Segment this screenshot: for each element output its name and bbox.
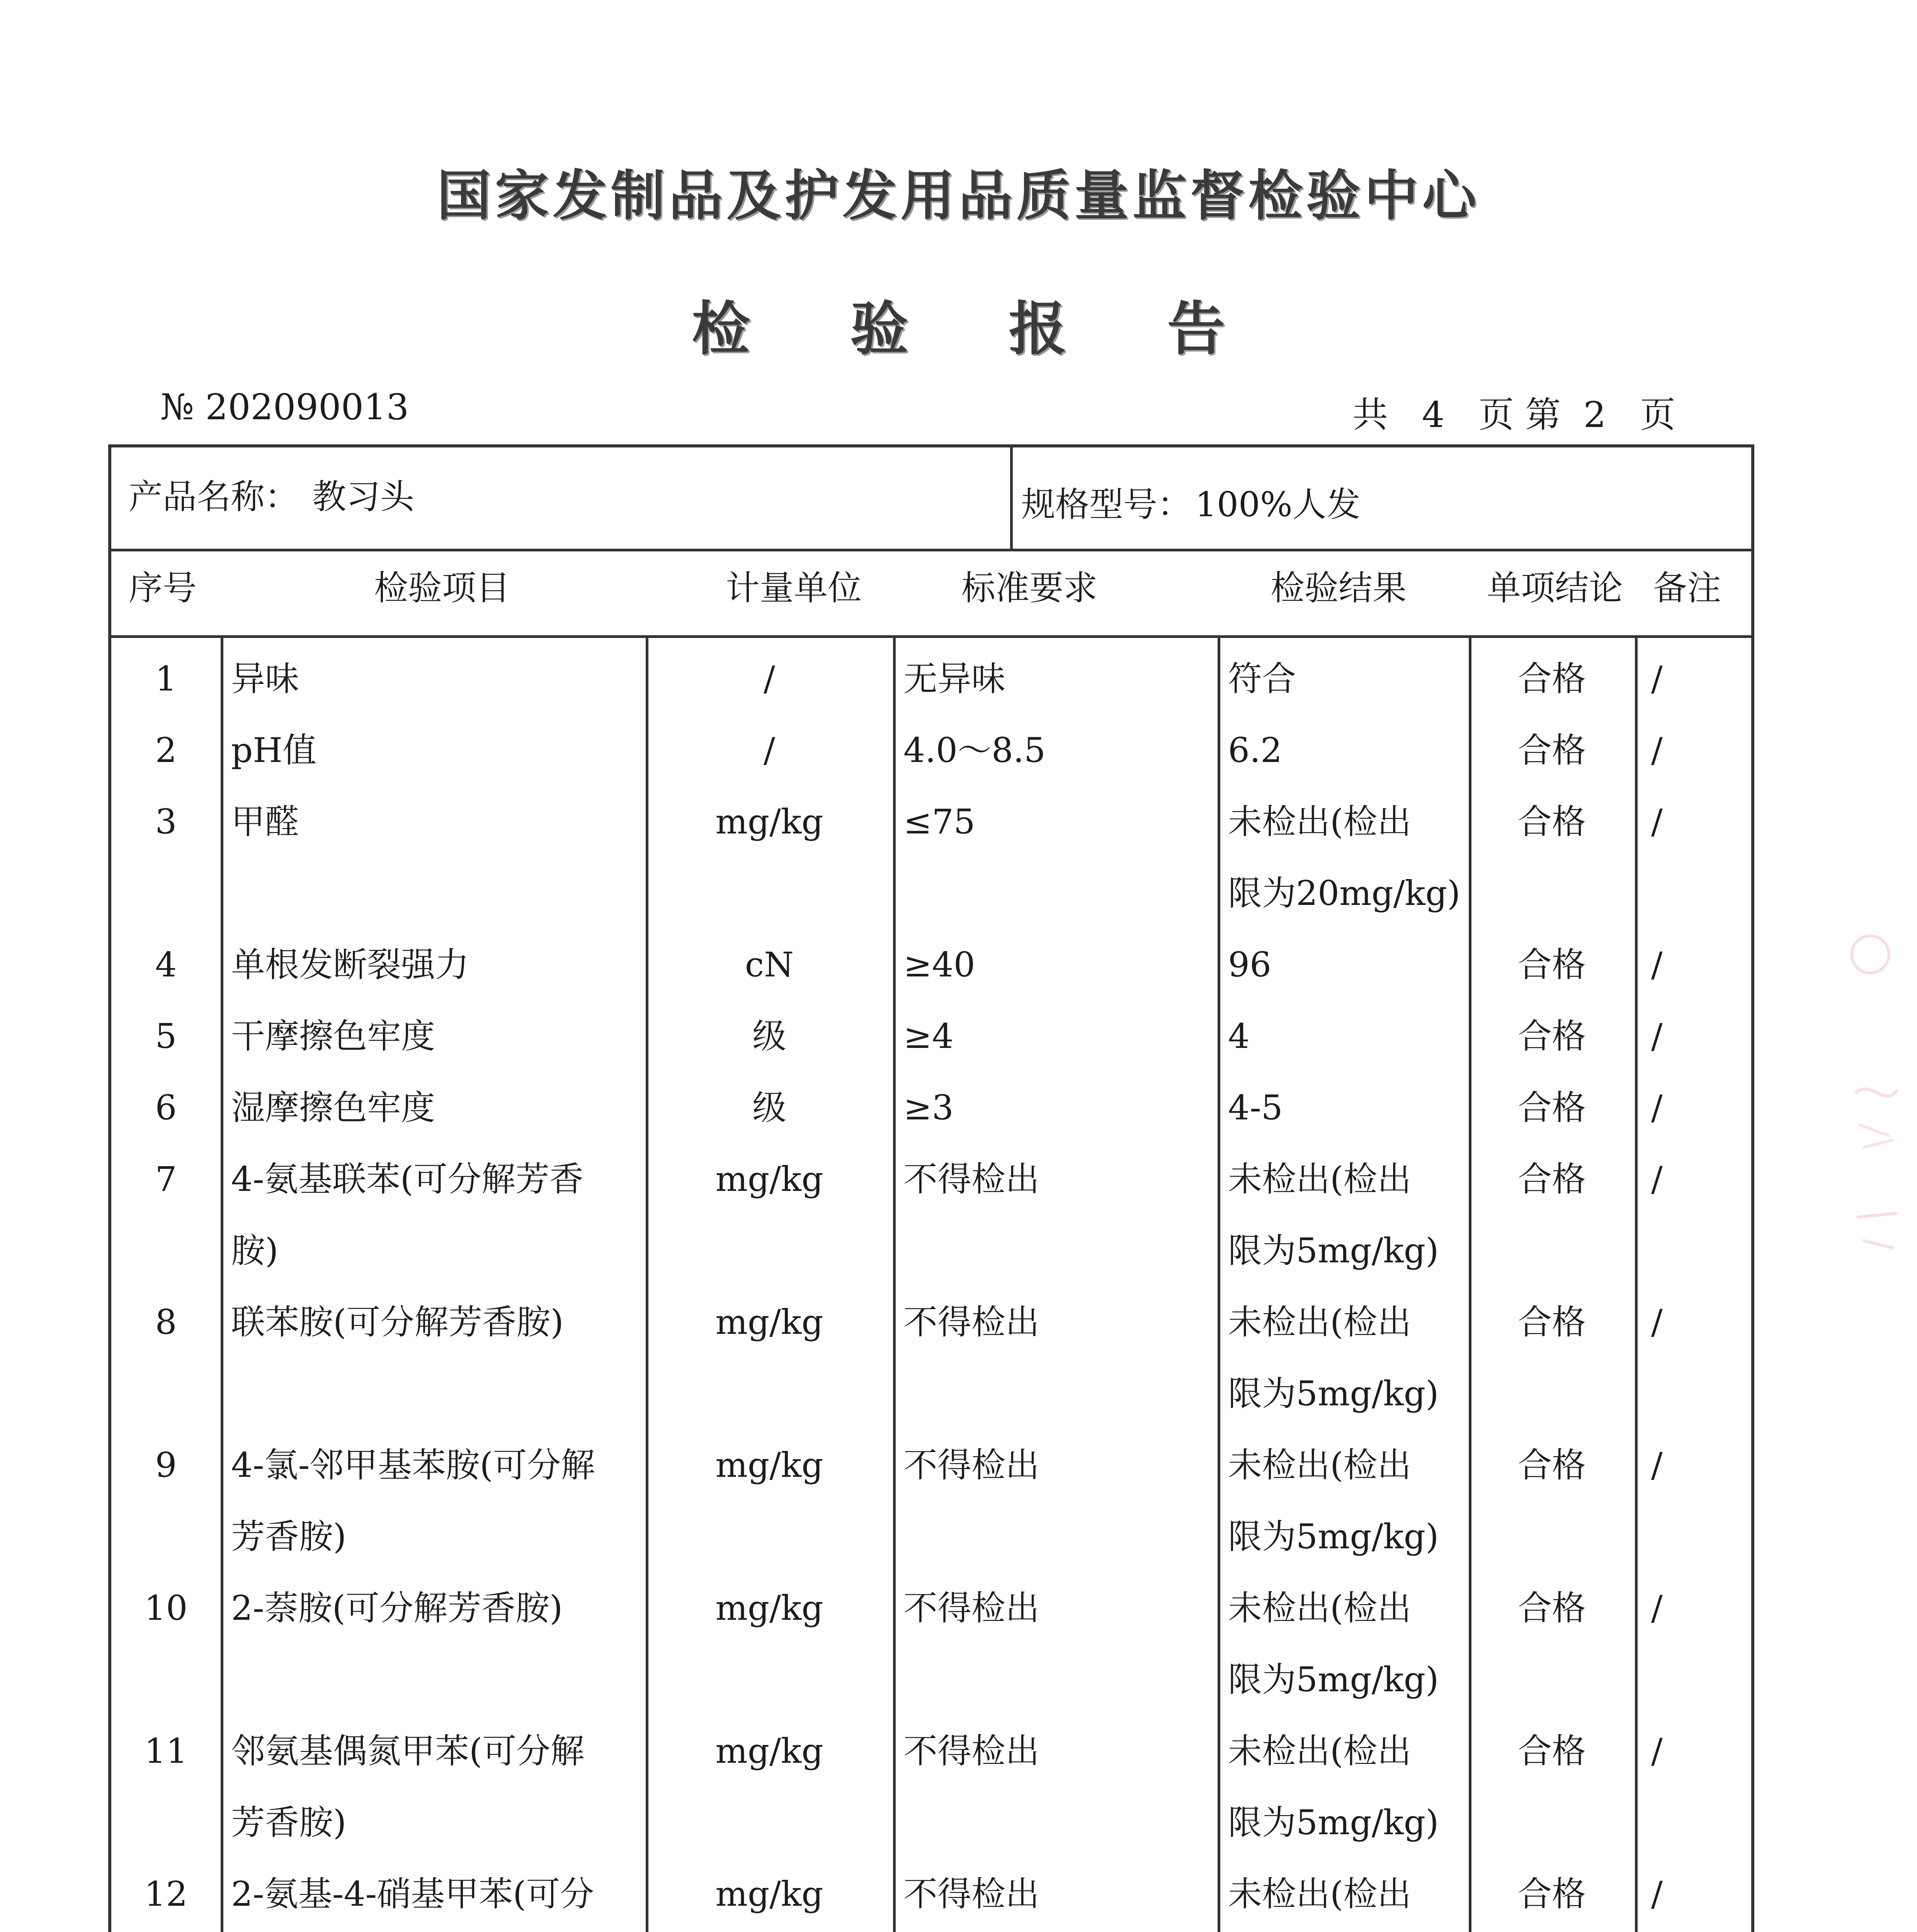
row-result: 限为5mg/kg): [1228, 1660, 1439, 1699]
row-number: 3: [155, 802, 177, 842]
row-note: /: [1651, 730, 1663, 770]
row-item: 芳香胺): [231, 1517, 347, 1556]
row-result: 限为5mg/kg): [1228, 1517, 1439, 1556]
row-unit: mg/kg: [715, 802, 823, 842]
row-verdict: 合格: [1517, 1874, 1586, 1914]
report-number: № 202090013: [160, 386, 409, 428]
row-divider: [111, 549, 1752, 551]
product-name-value: 教习头: [312, 477, 415, 517]
row-result: 未检出(检出: [1228, 1159, 1412, 1199]
row-item: 邻氨基偶氮甲苯(可分解: [231, 1731, 585, 1771]
row-verdict: 合格: [1517, 1731, 1586, 1771]
col-divider: [1635, 635, 1638, 1932]
row-requirement: 不得检出: [903, 1731, 1040, 1771]
row-note: /: [1651, 1445, 1663, 1485]
row-unit: mg/kg: [715, 1731, 823, 1771]
col-header-item: 检验项目: [374, 568, 510, 608]
row-unit: /: [764, 730, 775, 770]
row-item: 2-氨基-4-硝基甲苯(可分: [231, 1874, 594, 1914]
row-unit: 级: [752, 1088, 786, 1128]
org-title: 国家发制品及护发用品质量监督检验中心: [437, 165, 1480, 228]
row-item: 芳香胺): [231, 1803, 347, 1842]
col-divider: [221, 635, 223, 1932]
col-header-requirement: 标准要求: [961, 568, 1098, 608]
col-header-result: 检验结果: [1271, 568, 1407, 608]
spec-label: 规格型号：: [1021, 485, 1192, 524]
row-item: 异味: [231, 659, 299, 699]
row-note: /: [1651, 1016, 1663, 1056]
row-requirement: ≥3: [903, 1088, 954, 1128]
row-result: 未检出(检出: [1228, 1874, 1412, 1914]
row-number: 7: [155, 1159, 177, 1199]
row-verdict: 合格: [1517, 659, 1586, 699]
row-number: 12: [144, 1874, 188, 1914]
row-item: 甲醛: [231, 802, 299, 842]
row-result: 限为5mg/kg): [1228, 1803, 1439, 1842]
row-verdict: 合格: [1517, 1588, 1586, 1628]
row-requirement: 4.0～8.5: [903, 730, 1046, 770]
row-item: 干摩擦色牢度: [231, 1016, 435, 1056]
red-stamp-mark: [1847, 908, 1905, 1275]
row-note: /: [1651, 1159, 1663, 1199]
col-header-verdict: 单项结论: [1487, 568, 1623, 608]
row-number: 5: [155, 1016, 177, 1056]
row-number: 8: [155, 1302, 177, 1342]
row-verdict: 合格: [1517, 1016, 1586, 1056]
row-note: /: [1651, 1302, 1663, 1342]
row-item: 联苯胺(可分解芳香胺): [231, 1302, 564, 1342]
row-requirement: ≥40: [903, 945, 975, 985]
row-note: /: [1651, 1088, 1663, 1128]
row-requirement: 不得检出: [903, 1445, 1040, 1485]
row-result: 限为5mg/kg): [1228, 1231, 1439, 1270]
row-result: 4-5: [1228, 1088, 1283, 1128]
row-result: 6.2: [1228, 730, 1282, 770]
row-note: /: [1651, 945, 1663, 985]
row-number: 2: [155, 730, 177, 770]
row-note: /: [1651, 1731, 1663, 1771]
row-number: 4: [155, 945, 177, 985]
report-title: [0, 282, 1917, 366]
row-item: 4-氯-邻甲基苯胺(可分解: [231, 1445, 595, 1485]
row-result: 未检出(检出: [1228, 1588, 1412, 1628]
row-note: /: [1651, 802, 1663, 842]
row-unit: mg/kg: [715, 1874, 823, 1914]
row-result: 未检出(检出: [1228, 802, 1412, 842]
row-item: 4-氨基联苯(可分解芳香: [231, 1159, 584, 1199]
report-title-char: 检: [692, 296, 750, 363]
row-note: /: [1651, 1874, 1663, 1914]
row-verdict: 合格: [1517, 1159, 1586, 1199]
row-number: 9: [155, 1445, 177, 1485]
row-unit: mg/kg: [715, 1302, 823, 1342]
row-result: 符合: [1228, 659, 1296, 699]
col-header-no: 序号: [129, 568, 197, 608]
product-divider: [1010, 447, 1013, 549]
row-unit: mg/kg: [715, 1445, 823, 1485]
row-item: 湿摩擦色牢度: [231, 1088, 435, 1128]
row-unit: 级: [752, 1016, 786, 1056]
row-number: 6: [155, 1088, 177, 1128]
header-divider: [111, 635, 1752, 638]
row-result: 限为20mg/kg): [1228, 873, 1461, 913]
row-item: 单根发断裂强力: [231, 945, 469, 985]
row-number: 1: [155, 659, 177, 699]
col-header-unit: 计量单位: [726, 568, 862, 608]
row-requirement: 不得检出: [903, 1588, 1040, 1628]
row-note: /: [1651, 659, 1663, 699]
col-header-note: 备注: [1653, 568, 1721, 608]
row-unit: /: [764, 659, 775, 699]
row-item: pH值: [231, 730, 317, 770]
row-number: 11: [144, 1731, 188, 1771]
row-verdict: 合格: [1517, 730, 1586, 770]
row-item: 2-萘胺(可分解芳香胺): [231, 1588, 563, 1628]
row-result: 限为5mg/kg): [1228, 1374, 1439, 1413]
row-requirement: ≤75: [903, 802, 975, 842]
row-number: 10: [144, 1588, 188, 1628]
row-requirement: 无异味: [903, 659, 1006, 699]
spec-value: 100%人发: [1195, 485, 1361, 524]
row-item: 胺): [231, 1231, 279, 1270]
report-title-char: 告: [1167, 296, 1225, 363]
row-result: 未检出(检出: [1228, 1302, 1412, 1342]
row-unit: mg/kg: [715, 1588, 823, 1628]
row-verdict: 合格: [1517, 945, 1586, 985]
row-requirement: 不得检出: [903, 1159, 1040, 1199]
row-requirement: 不得检出: [903, 1874, 1040, 1914]
page-info: 共 4 页 第 2 页: [1352, 394, 1675, 435]
col-divider: [893, 635, 896, 1932]
row-result: 96: [1228, 945, 1271, 985]
product-name-label: 产品名称：: [129, 477, 299, 517]
row-verdict: 合格: [1517, 1302, 1586, 1342]
row-verdict: 合格: [1517, 802, 1586, 842]
row-result: 未检出(检出: [1228, 1731, 1412, 1771]
report-table: [108, 444, 1754, 1932]
row-note: /: [1651, 1588, 1663, 1628]
col-divider: [1218, 635, 1220, 1932]
row-verdict: 合格: [1517, 1445, 1586, 1485]
row-result: 4: [1228, 1016, 1250, 1056]
row-unit: mg/kg: [715, 1159, 823, 1199]
row-requirement: ≥4: [903, 1016, 954, 1056]
row-result: 未检出(检出: [1228, 1445, 1412, 1485]
report-title-char: 报: [1009, 296, 1067, 363]
row-verdict: 合格: [1517, 1088, 1586, 1128]
row-unit: cN: [745, 945, 794, 985]
report-title-char: 验: [850, 296, 908, 363]
row-requirement: 不得检出: [903, 1302, 1040, 1342]
